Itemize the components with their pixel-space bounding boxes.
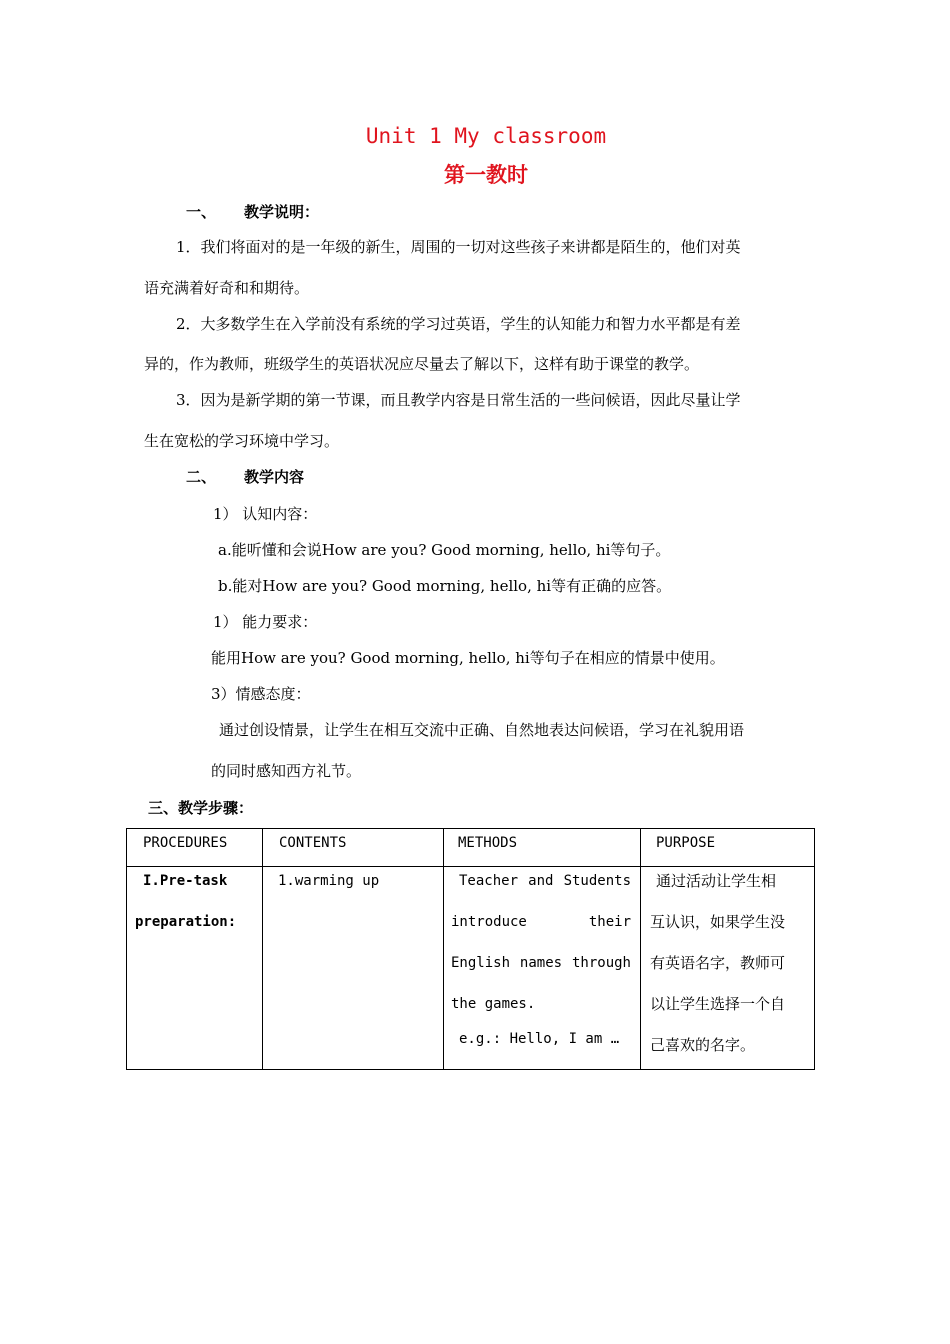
section1-number: 一、	[186, 203, 217, 221]
section2-heading: 教学内容	[244, 468, 305, 486]
section1-p3-line1: 3．因为是新学期的第一节课，而且教学内容是日常生活的一些问候语，因此尽量让学	[176, 391, 741, 409]
table-divider	[443, 829, 444, 1069]
procedure-line1: I.Pre-task	[143, 873, 228, 889]
procedure-line2: preparation:	[135, 914, 237, 930]
content-warming-up: 1.warming up	[278, 873, 380, 889]
section2-item1: 1） 认知内容：	[213, 505, 318, 523]
section2-attitude-line2: 的同时感知西方礼节。	[211, 762, 362, 780]
table-divider	[640, 829, 641, 1069]
section2-ability: 能用How are you? Good morning, hello, hi等句子在相应的情景中使用。	[211, 649, 725, 667]
table-header-purpose: PURPOSE	[656, 835, 716, 851]
purpose-line5: 己喜欢的名字。	[650, 1036, 756, 1054]
section2-item2: 1） 能力要求：	[213, 613, 318, 631]
section1-p1-line2: 语充满着好奇和和期待。	[144, 279, 310, 297]
section2-attitude-line1: 通过创设情景，让学生在相互交流中正确、自然地表达问候语，学习在礼貌用语	[219, 721, 745, 739]
table-header-procedures: PROCEDURES	[143, 835, 228, 851]
methods-line5: e.g.: Hello, I am …	[459, 1031, 620, 1047]
section2-item3: 3）情感态度：	[211, 685, 311, 703]
table-divider	[262, 829, 263, 1069]
methods-line3: English names through	[451, 955, 631, 971]
methods-line4: the games.	[451, 996, 536, 1012]
purpose-line4: 以让学生选择一个自	[650, 995, 786, 1013]
section3-heading: 三、教学步骤：	[148, 799, 254, 817]
section1-p2-line2: 异的，作为教师，班级学生的英语状况应尽量去了解以下，这样有助于课堂的教学。	[144, 355, 700, 373]
table-header-methods: METHODS	[458, 835, 518, 851]
title-chinese: 第一教时	[444, 163, 528, 187]
methods-line2: introduce their	[451, 914, 631, 930]
section1-p1-line1: 1．我们将面对的是一年级的新生，周围的一切对这些孩子来讲都是陌生的，他们对英	[176, 238, 741, 256]
methods-line1: Teacher and Students	[459, 873, 631, 889]
table-header-contents: CONTENTS	[279, 835, 347, 851]
section2-item-a: a.能听懂和会说How are you? Good morning, hello, hi等句子。	[218, 541, 671, 559]
procedure-table	[126, 828, 815, 1070]
section1-p2-line1: 2．大多数学生在入学前没有系统的学习过英语，学生的认知能力和智力水平都是有差	[176, 315, 741, 333]
purpose-line3: 有英语名字，教师可	[650, 954, 786, 972]
purpose-line1: 通过活动让学生相	[656, 872, 777, 890]
section2-item-b: b.能对How are you? Good morning, hello, hi等有正确的应答。	[218, 577, 672, 595]
title-english: Unit 1 My classroom	[365, 124, 607, 148]
purpose-line2: 互认识，如果学生没	[650, 913, 786, 931]
section1-p3-line2: 生在宽松的学习环境中学习。	[144, 432, 340, 450]
section2-number: 二、	[186, 468, 217, 486]
section1-heading: 教学说明：	[244, 203, 320, 221]
